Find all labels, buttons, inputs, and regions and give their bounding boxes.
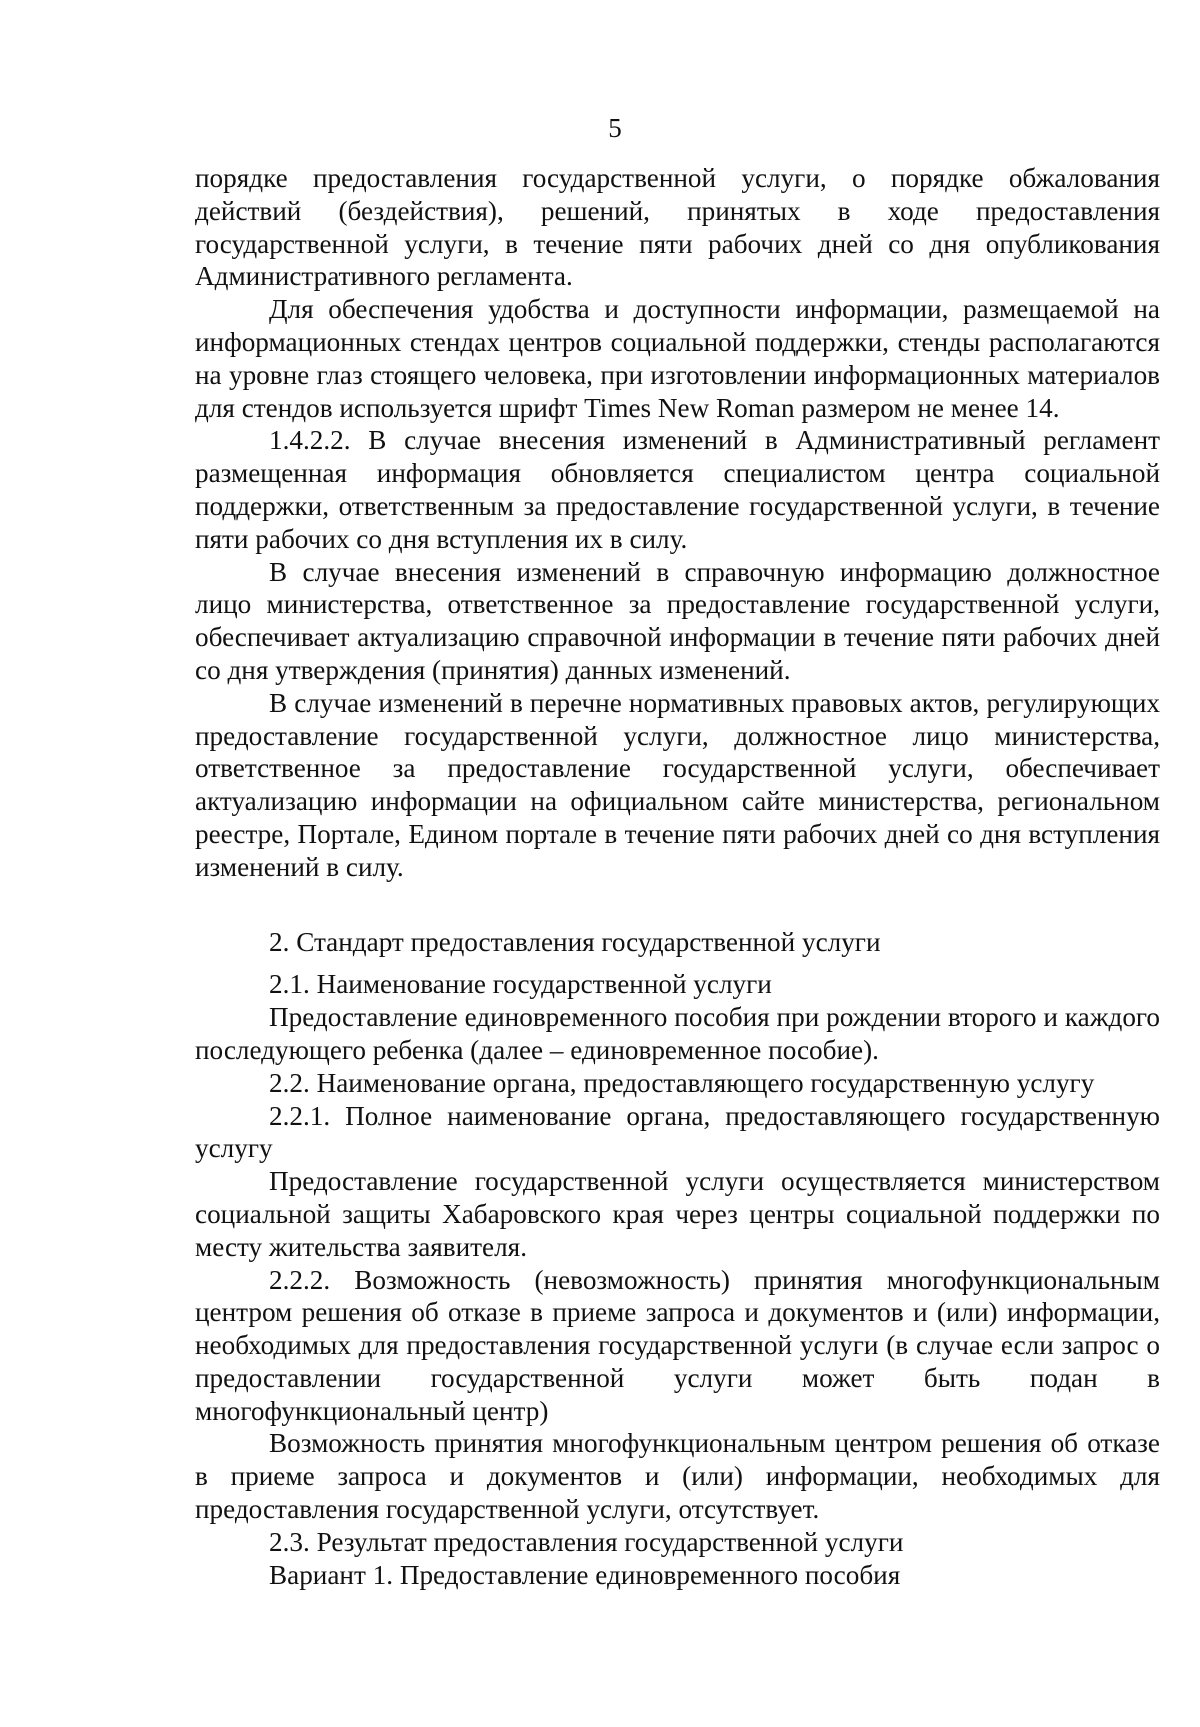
paragraph-stands-info: Для обеспечения удобства и доступности информации, размещаемой на информационных стендах центров социальной поддержки, стенды располагаются на уровне глаз стоящего человека, при изготовлении информационных материалов для стендов используется шрифт Times New Roman размером не менее 14. bbox=[195, 294, 1160, 423]
paragraph-reference-info-changes: В случае внесения изменений в справочную информацию должностное лицо министерства, ответственное за предоставление государственной услуги, обеспечивает актуализацию справочной информации в течение пяти рабочих дней со дня утверждения (принятия) данных изменений. bbox=[195, 556, 1160, 685]
subsection-2-1-title: 2.1. Наименование государственной услуги bbox=[269, 969, 772, 1000]
heading-spacer bbox=[195, 958, 1160, 968]
paragraph-legal-acts-changes: В случае изменений в перечне нормативных правовых актов, регулирующих предоставление государственной услуги, должностное лицо министерства, ответственное за предоставление государственной услуги, обеспечивает актуализацию информации на официальном сайте министерства, региональном реестре, Портале, Едином портале в течение пяти рабочих дней со дня вступления изменений в силу. bbox=[195, 687, 1160, 882]
paragraph-continuation: порядке предоставления государственной услуги, о порядке обжалования действий (бездействия), решений, принятых в ходе предоставления государственной услуги, в течение пяти рабочих дней со дня опубликования Административного регламента. bbox=[195, 163, 1160, 292]
document-body bbox=[195, 162, 1160, 1591]
section-2-title: 2. Стандарт предоставления государственной услуги bbox=[269, 926, 881, 957]
section-spacer bbox=[195, 884, 1160, 926]
paragraph-1-4-2-2: 1.4.2.2. В случае внесения изменений в Административный регламент размещенная информация обновляется специалистом центра социальной поддержки, ответственным за предоставление государственной услуги, в течение пяти рабочих со дня вступления их в силу. bbox=[195, 425, 1160, 554]
subsection-2-3-title: 2.3. Результат предоставления государственной услуги bbox=[269, 1526, 904, 1557]
variant-1-title: Вариант 1. Предоставление единовременного пособия bbox=[269, 1559, 901, 1590]
subsection-2-2-title: 2.2. Наименование органа, предоставляющего государственную услугу bbox=[269, 1067, 1095, 1098]
subsection-2-2-1-text: Предоставление государственной услуги осуществляется министерством социальной защиты Хабаровского края через центры социальной поддержки по месту жительства заявителя. bbox=[195, 1166, 1160, 1262]
page-number: 5 bbox=[608, 113, 622, 143]
subsection-2-2-1-title: 2.2.1. Полное наименование органа, предоставляющего государственную услугу bbox=[195, 1100, 1160, 1164]
subsection-2-2-2-answer: Возможность принятия многофункциональным центром решения об отказе в приеме запроса и документов и (или) информации, необходимых для предоставления государственной услуги, отсутствует. bbox=[195, 1428, 1160, 1525]
subsection-2-1-text: Предоставление единовременного пособия при рождении второго и каждого последующего ребенка (далее – единовременное пособие). bbox=[195, 1002, 1160, 1065]
subsection-2-2-2-text: 2.2.2. Возможность (невозможность) принятия многофункциональным центром решения об отказе в приеме запроса и документов и (или) информации, необходимых для предоставления государственной услуги (в случае если запрос о предоставлении государственной услуги может быть подан в многофункциональный центр) bbox=[195, 1264, 1160, 1426]
